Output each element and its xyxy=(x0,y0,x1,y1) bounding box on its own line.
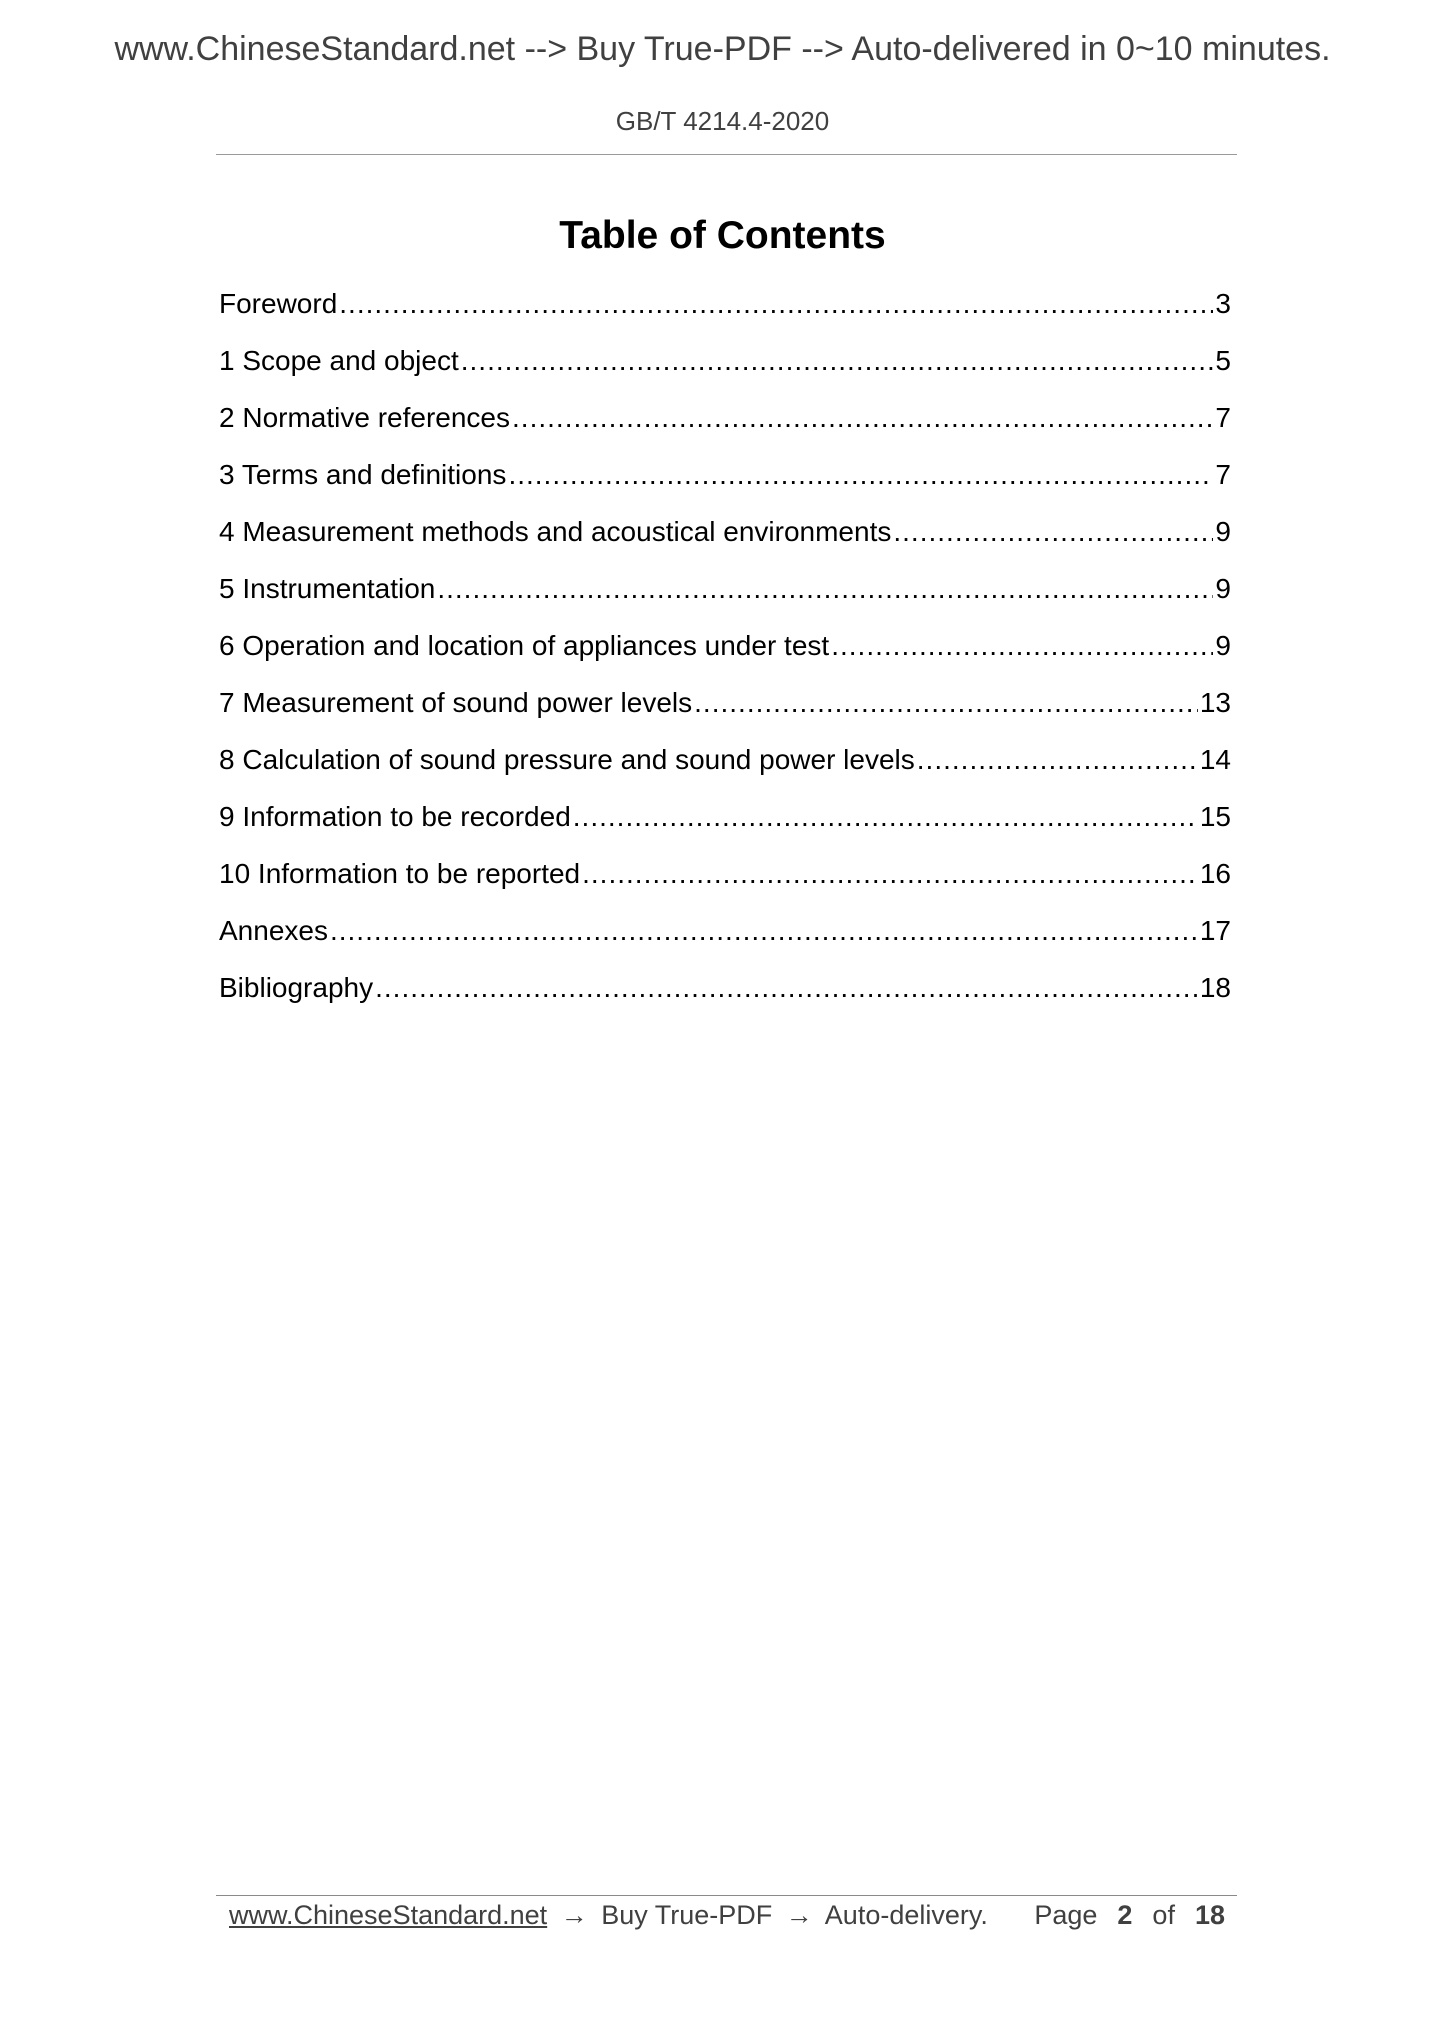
download-banner: www.ChineseStandard.net --> Buy True-PDF --> Auto-delivered in 0~10 minutes. xyxy=(114,30,1331,68)
toc-dot-leader xyxy=(917,739,1198,781)
toc-entry-page-number: 5 xyxy=(1215,345,1231,376)
toc-dot-leader xyxy=(375,967,1198,1009)
toc-dot-leader xyxy=(512,397,1213,439)
toc-entry[interactable] xyxy=(219,454,1231,511)
arrow-right-icon: → xyxy=(785,1900,813,1930)
toc-entry-label: Bibliography xyxy=(219,972,374,1003)
toc-entry[interactable] xyxy=(219,967,1231,1024)
toc-entry-label: 9 Information to be recorded xyxy=(219,801,571,832)
toc-entry-label: 6 Operation and location of appliances under test xyxy=(219,630,830,661)
toc-entry-page-number: 18 xyxy=(1199,972,1231,1003)
page-counter xyxy=(1034,1900,1225,1931)
toc-dot-leader xyxy=(330,910,1198,952)
toc-dot-leader xyxy=(831,625,1213,667)
toc-dot-leader xyxy=(893,511,1213,553)
standard-code: GB/T 4214.4-2020 xyxy=(615,106,830,136)
toc-entry-page-number: 3 xyxy=(1215,288,1231,319)
toc-dot-leader xyxy=(573,796,1198,838)
toc-entry-label: 5 Instrumentation xyxy=(219,573,436,604)
toc-entry-label: 7 Measurement of sound power levels xyxy=(219,687,693,718)
toc-entry[interactable] xyxy=(219,739,1231,796)
buy-pdf-text: Buy True-PDF xyxy=(601,1900,773,1930)
page-footer xyxy=(229,1900,1225,1936)
arrow-right-icon: → xyxy=(560,1900,588,1930)
toc-entry-page-number: 13 xyxy=(1199,687,1231,718)
site-link[interactable]: www.ChineseStandard.net xyxy=(229,1900,548,1930)
toc-entry-page-number: 9 xyxy=(1215,573,1231,604)
toc-entry-page-number: 16 xyxy=(1199,858,1231,889)
toc-entry-page-number: 7 xyxy=(1215,459,1231,490)
page-word: Page xyxy=(1034,1900,1098,1930)
toc-entry[interactable] xyxy=(219,340,1231,397)
toc-entry[interactable] xyxy=(219,397,1231,454)
toc-entry-label: 8 Calculation of sound pressure and sound power levels xyxy=(219,744,915,775)
toc-entry-label: Annexes xyxy=(219,915,328,946)
toc-dot-leader xyxy=(437,568,1213,610)
toc-entry-label: 2 Normative references xyxy=(219,402,511,433)
toc-entry-label: 4 Measurement methods and acoustical environments xyxy=(219,516,892,547)
toc-entry[interactable] xyxy=(219,283,1231,340)
toc-entry[interactable] xyxy=(219,568,1231,625)
current-page-number: 2 xyxy=(1117,1900,1133,1930)
toc-entry-page-number: 9 xyxy=(1215,630,1231,661)
toc-entry[interactable] xyxy=(219,625,1231,682)
toc-dot-leader xyxy=(508,454,1213,496)
toc-dot-leader xyxy=(461,340,1214,382)
toc-dot-leader xyxy=(582,853,1198,895)
header-divider xyxy=(216,154,1237,155)
toc-entry-label: Foreword xyxy=(219,288,338,319)
toc-entry[interactable] xyxy=(219,853,1231,910)
toc-entry-label: 1 Scope and object xyxy=(219,345,459,376)
toc-title: Table of Contents xyxy=(559,214,886,257)
table-of-contents xyxy=(219,283,1231,1024)
toc-dot-leader xyxy=(339,283,1213,325)
toc-entry-page-number: 17 xyxy=(1199,915,1231,946)
toc-entry-page-number: 9 xyxy=(1215,516,1231,547)
toc-entry[interactable] xyxy=(219,511,1231,568)
toc-entry[interactable] xyxy=(219,910,1231,967)
toc-dot-leader xyxy=(694,682,1198,724)
total-pages-number: 18 xyxy=(1194,1900,1225,1930)
toc-entry-page-number: 7 xyxy=(1215,402,1231,433)
footer-divider xyxy=(216,1895,1237,1896)
toc-entry[interactable] xyxy=(219,682,1231,739)
auto-delivery-text: Auto-delivery. xyxy=(824,1900,988,1930)
toc-entry-label: 10 Information to be reported xyxy=(219,858,581,889)
toc-entry-page-number: 14 xyxy=(1199,744,1231,775)
footer-promo xyxy=(229,1900,988,1931)
of-word: of xyxy=(1152,1900,1175,1930)
toc-entry-page-number: 15 xyxy=(1199,801,1231,832)
toc-entry[interactable] xyxy=(219,796,1231,853)
toc-entry-label: 3 Terms and definitions xyxy=(219,459,507,490)
